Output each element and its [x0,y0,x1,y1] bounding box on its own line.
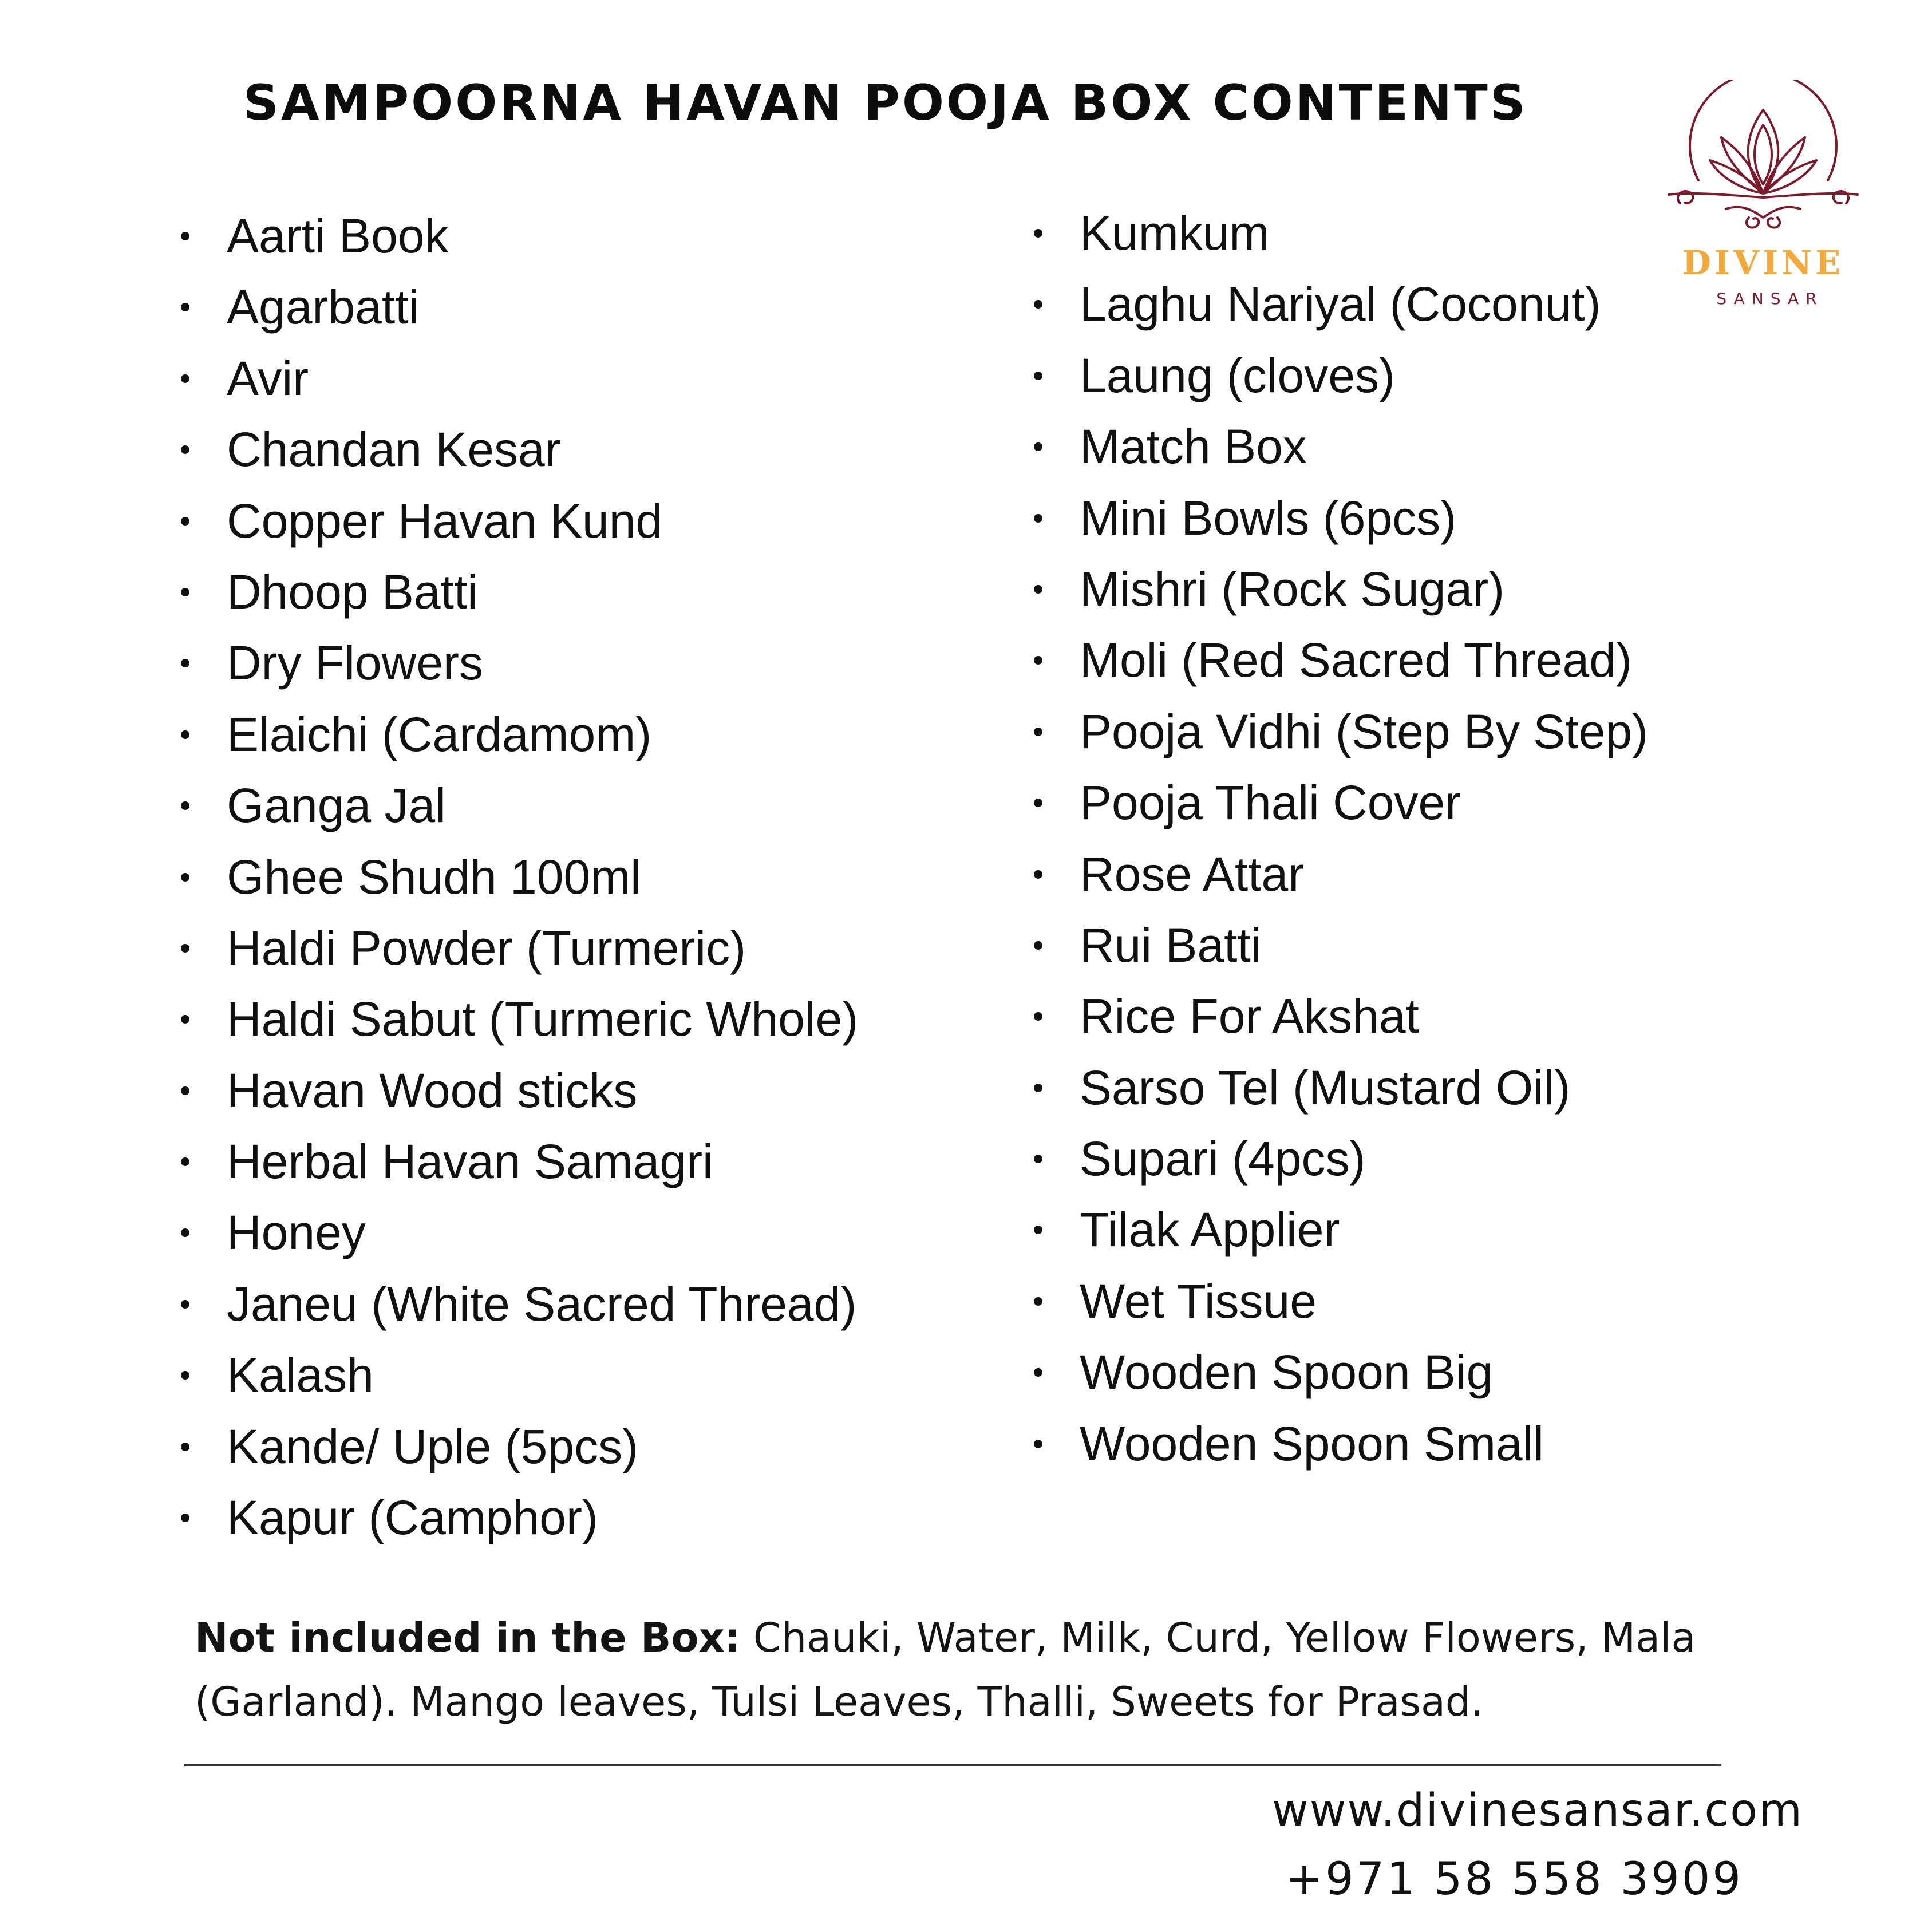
bullet-icon [181,1086,189,1095]
list-item [1034,696,1648,767]
bullet-icon [1034,1440,1042,1448]
bullet-icon [1034,1155,1042,1163]
list-item [1034,625,1648,696]
list-item-label: Haldi Sabut (Turmeric Whole) [227,992,859,1046]
list-item [1034,268,1648,339]
list-item-label: Match Box [1080,420,1307,474]
lotus-icon [1657,80,1869,240]
bullet-icon [181,1514,189,1522]
bullet-icon [181,517,189,526]
list-item-label: Supari (4pcs) [1080,1132,1366,1186]
list-item-label: Kumkum [1080,206,1270,260]
bullet-icon [1034,728,1042,736]
contents-list-right [1034,197,1648,1479]
list-item [181,200,858,271]
list-item [1034,1194,1648,1265]
bullet-icon [181,801,189,810]
list-item [181,983,858,1054]
bullet-icon [181,1300,189,1309]
list-item-label: Tilak Applier [1080,1203,1340,1257]
not-included-text: Chauki, Water, Milk, Curd, Yellow Flowers, Mala (Garland). Mango leaves, Tulsi Leaves, Thalli, Sweets for Prasad. [195,1614,1696,1725]
bullet-icon [1034,1368,1042,1377]
list-item-label: Kapur (Camphor) [227,1491,598,1545]
bullet-icon [181,1015,189,1024]
bullet-icon [181,445,189,454]
list-item-label: Wet Tissue [1080,1274,1317,1328]
bullet-icon [181,1157,189,1166]
bullet-icon [181,873,189,882]
bullet-icon [1034,585,1042,594]
bullet-icon [1034,372,1042,380]
list-item [1034,839,1648,910]
list-item-label: Copper Havan Kund [227,493,663,548]
list-item-label: Chandan Kesar [227,422,561,477]
list-item-label: Wooden Spoon Big [1080,1345,1494,1400]
list-item [181,841,858,912]
bullet-icon [1034,229,1042,238]
contents-list-left [181,200,858,1553]
list-item [1034,411,1648,482]
bullet-icon [181,944,189,953]
bullet-icon [1034,300,1042,309]
divider-line [184,1764,1721,1766]
list-item-label: Laung (cloves) [1080,348,1395,402]
list-item-label: Ganga Jal [227,779,446,833]
list-item-label: Kalash [227,1348,374,1402]
list-item [1034,340,1648,411]
logo-wordmark-divine: DIVINE [1682,243,1844,282]
list-item-label: Havan Wood sticks [227,1063,638,1117]
list-item [181,1340,858,1411]
list-item [181,1197,858,1268]
list-item-label: Laghu Nariyal (Coconut) [1080,277,1601,331]
list-item [181,699,858,770]
list-item [1034,483,1648,554]
list-item [1034,1408,1648,1479]
list-item-label: Pooja Vidhi (Step By Step) [1080,704,1649,758]
list-item [1034,554,1648,625]
list-item-label: Dhoop Batti [227,564,478,619]
list-item [181,770,858,841]
not-included-note [195,1606,1797,1734]
list-item [181,627,858,698]
list-item-label: Herbal Havan Samagri [227,1135,713,1189]
bullet-icon [181,730,189,739]
list-item-label: Wooden Spoon Small [1080,1416,1544,1471]
list-item-label: Rose Attar [1080,847,1305,901]
list-item-label: Dry Flowers [227,636,484,690]
list-item-label: Elaichi (Cardamom) [227,707,652,761]
brand-logo [1657,80,1869,321]
bullet-icon [1034,514,1042,523]
website-text: www.divinesansar.com [1271,1785,1803,1836]
phone-text: +971 58 558 3909 [1285,1854,1743,1905]
not-included-label: Not included in the Box: [195,1614,741,1661]
list-item-label: Janeu (White Sacred Thread) [227,1277,857,1331]
bullet-icon [181,1371,189,1380]
bullet-icon [1034,941,1042,950]
list-item [1034,1337,1648,1408]
list-item [1034,1123,1648,1194]
bullet-icon [181,374,189,383]
bullet-icon [1034,799,1042,807]
bullet-icon [181,1443,189,1451]
bullet-icon [1034,1226,1042,1234]
bullet-icon [1034,656,1042,665]
list-item-label: Mishri (Rock Sugar) [1080,562,1505,616]
bullet-icon [1034,870,1042,879]
list-item-label: Kande/ Uple (5pcs) [227,1419,639,1473]
list-item [181,485,858,556]
list-item-label: Ghee Shudh 100ml [227,850,641,904]
bullet-icon [1034,1297,1042,1306]
list-item [1034,910,1648,981]
bullet-icon [1034,1084,1042,1092]
list-item-label: Aarti Book [227,209,449,263]
page-title: SAMPOORNA HAVAN POOJA BOX CONTENTS [243,74,1528,132]
list-item [181,414,858,485]
list-item [181,271,858,342]
list-item [1034,1266,1648,1337]
list-item [181,343,858,414]
list-item [181,1055,858,1126]
bullet-icon [181,303,189,311]
list-item [181,1482,858,1553]
list-item [181,912,858,983]
list-item [1034,767,1648,838]
bullet-icon [181,232,189,240]
list-item [1034,1052,1648,1123]
list-item-label: Agarbatti [227,280,420,334]
list-item [181,1411,858,1482]
list-item-label: Mini Bowls (6pcs) [1080,491,1457,545]
list-item-label: Rui Batti [1080,918,1262,972]
list-item-label: Avir [227,351,309,405]
bullet-icon [181,588,189,596]
list-item [181,1126,858,1197]
bullet-icon [181,659,189,667]
bullet-icon [1034,442,1042,451]
list-item-label: Honey [227,1206,366,1260]
list-item-label: Sarso Tel (Mustard Oil) [1080,1060,1571,1115]
logo-wordmark-sansar: SANSAR [1716,289,1824,308]
list-item [181,1269,858,1340]
bullet-icon [181,1228,189,1237]
list-item-label: Haldi Powder (Turmeric) [227,920,746,975]
list-item-label: Rice For Akshat [1080,989,1419,1044]
list-item-label: Pooja Thali Cover [1080,776,1461,830]
bullet-icon [1034,1012,1042,1021]
list-item [1034,197,1648,268]
list-item [1034,981,1648,1052]
list-item-label: Moli (Red Sacred Thread) [1080,633,1632,688]
list-item [181,556,858,627]
